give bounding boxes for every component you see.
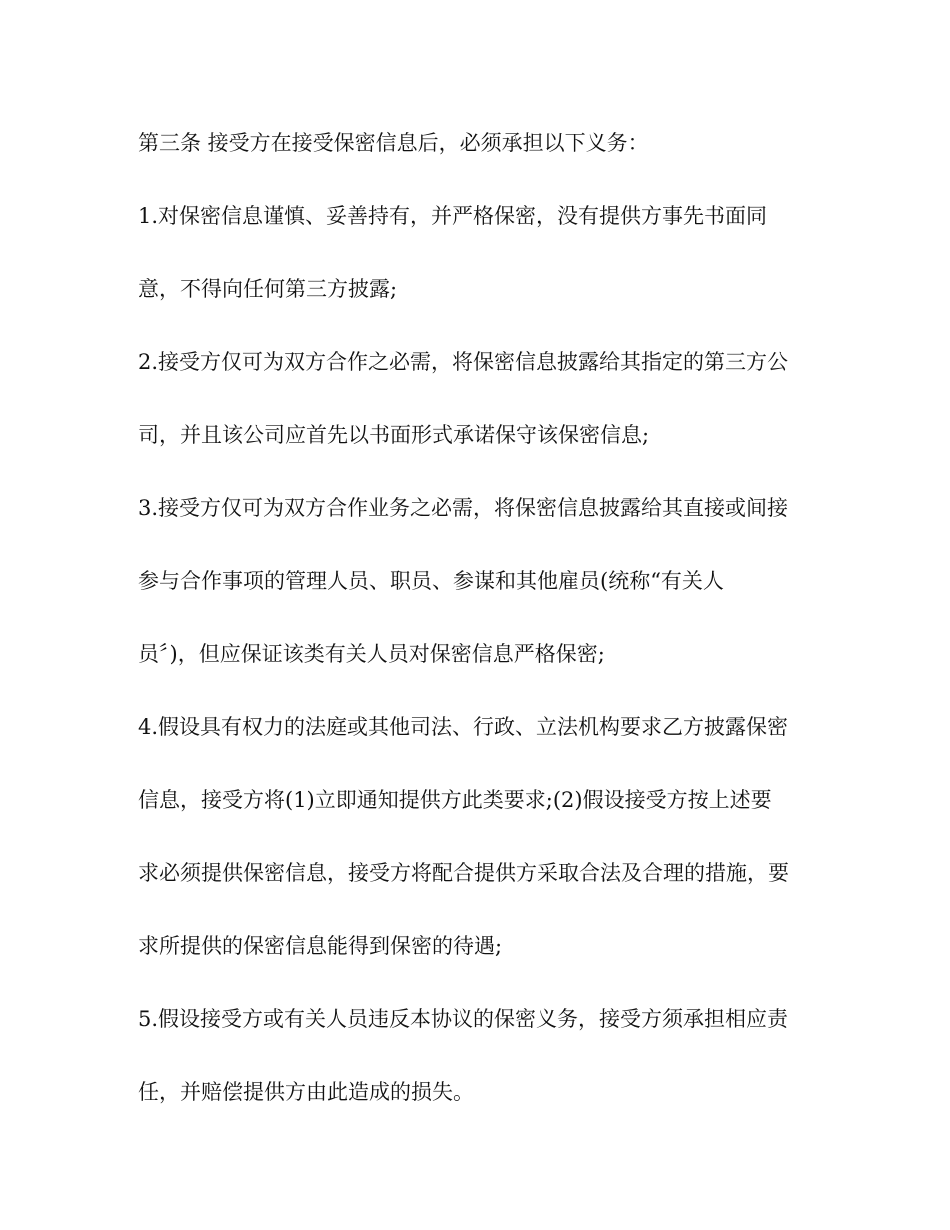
paragraph-line: 3.接受方仅可为双方合作业务之必需，将保密信息披露给其直接或间接 <box>138 496 789 520</box>
paragraph-line: 1.对保密信息谨慎、妥善持有，并严格保密，没有提供方事先书面同 <box>138 204 768 228</box>
paragraph-line: 信息，接受方将(1)立即通知提供方此类要求;(2)假设接受方按上述要 <box>138 788 772 812</box>
article-heading: 第三条 接受方在接受保密信息后，必须承担以下义务： <box>138 131 649 155</box>
paragraph-line: 参与合作事项的管理人员、职员、参谋和其他雇员(统称“有关人 <box>138 569 724 593</box>
paragraph-line: 求所提供的保密信息能得到保密的待遇; <box>138 934 503 958</box>
paragraph-line: 5.假设接受方或有关人员违反本协议的保密义务，接受方须承担相应责 <box>138 1007 789 1031</box>
paragraph-line: 4.假设具有权力的法庭或其他司法、行政、立法机构要求乙方披露保密 <box>138 715 789 739</box>
paragraph-line: 任，并赔偿提供方由此造成的损失。 <box>138 1080 474 1104</box>
paragraph-line: 求必须提供保密信息，接受方将配合提供方采取合法及合理的措施，要 <box>138 861 789 885</box>
paragraph-line: 2.接受方仅可为双方合作之必需，将保密信息披露给其指定的第三方公 <box>138 350 789 374</box>
paragraph-line: 司，并且该公司应首先以书面形式承诺保守该保密信息; <box>138 423 650 447</box>
paragraph-line: 意，不得向任何第三方披露; <box>138 277 398 301</box>
paragraph-line: 员〞)，但应保证该类有关人员对保密信息严格保密; <box>138 642 605 666</box>
